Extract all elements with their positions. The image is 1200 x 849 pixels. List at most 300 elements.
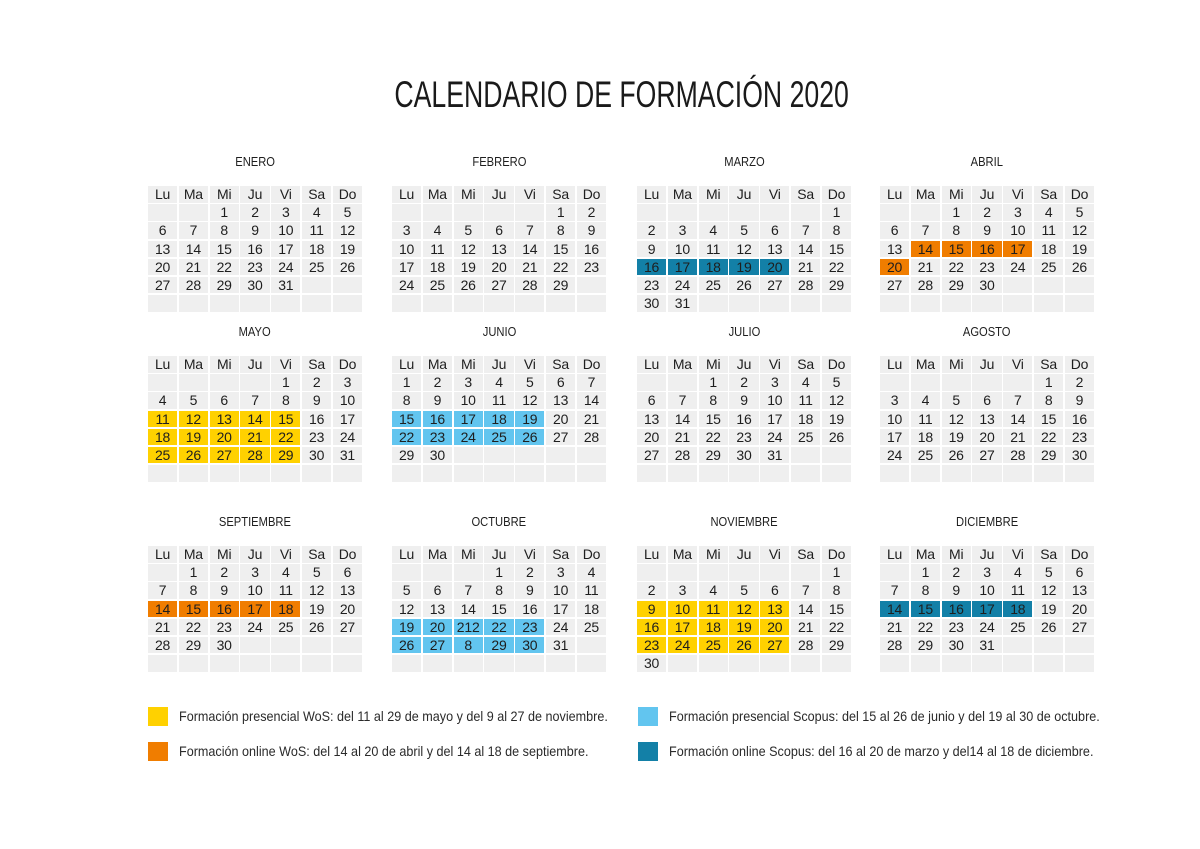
day-cell-highlighted: 14 (240, 411, 269, 428)
empty-cell (1034, 637, 1063, 654)
empty-cell (822, 295, 851, 312)
day-cell: 30 (210, 637, 239, 654)
empty-cell (210, 295, 239, 312)
day-cell: 9 (515, 582, 544, 599)
weekday-label: Lu (880, 356, 909, 373)
day-cell: 11 (1034, 222, 1063, 239)
weekday-label: Vi (760, 546, 789, 563)
day-cell-highlighted: 8 (454, 637, 483, 654)
day-cell: 12 (302, 582, 331, 599)
day-cell: 10 (392, 241, 421, 258)
empty-cell (392, 204, 421, 221)
day-cell-highlighted: 23 (515, 619, 544, 636)
empty-cell (911, 465, 940, 482)
empty-cell (484, 447, 513, 464)
empty-cell (942, 465, 971, 482)
empty-cell (1065, 465, 1094, 482)
day-cell-highlighted: 18 (1003, 601, 1032, 618)
weekday-label: Lu (148, 356, 177, 373)
day-cell: 29 (179, 637, 208, 654)
day-cell-highlighted: 15 (392, 411, 421, 428)
day-cell: 12 (822, 392, 851, 409)
day-cell: 24 (333, 429, 362, 446)
day-cell: 20 (333, 601, 362, 618)
month-mayo (148, 324, 362, 482)
day-cell: 11 (1003, 582, 1032, 599)
month-grid (880, 186, 1094, 312)
day-cell: 5 (729, 582, 758, 599)
empty-cell (484, 295, 513, 312)
day-cell: 3 (333, 374, 362, 391)
day-cell: 20 (1065, 601, 1094, 618)
day-cell-highlighted: 20 (210, 429, 239, 446)
day-cell: 29 (392, 447, 421, 464)
day-cell-highlighted: 13 (210, 411, 239, 428)
day-cell-highlighted: 15 (911, 601, 940, 618)
empty-cell (179, 374, 208, 391)
empty-cell (392, 655, 421, 672)
empty-cell (791, 564, 820, 581)
weekday-label: Vi (1003, 546, 1032, 563)
day-cell: 6 (972, 392, 1001, 409)
weekday-label: Vi (271, 186, 300, 203)
day-cell: 8 (822, 222, 851, 239)
day-cell: 7 (240, 392, 269, 409)
weekday-label: Lu (148, 546, 177, 563)
day-cell: 9 (302, 392, 331, 409)
day-cell: 5 (454, 222, 483, 239)
empty-cell (668, 564, 697, 581)
empty-cell (302, 277, 331, 294)
day-cell: 2 (1065, 374, 1094, 391)
day-cell-highlighted: 26 (392, 637, 421, 654)
weekday-label: Vi (1003, 356, 1032, 373)
weekday-label: Sa (791, 186, 820, 203)
day-cell-highlighted: 26 (729, 637, 758, 654)
day-cell: 7 (911, 222, 940, 239)
day-cell: 30 (729, 447, 758, 464)
day-cell: 16 (302, 411, 331, 428)
empty-cell (240, 655, 269, 672)
weekday-label: Sa (1034, 546, 1063, 563)
empty-cell (210, 374, 239, 391)
weekday-label: Vi (1003, 186, 1032, 203)
day-cell: 17 (392, 259, 421, 276)
empty-cell (911, 204, 940, 221)
day-cell: 7 (515, 222, 544, 239)
day-cell: 29 (210, 277, 239, 294)
empty-cell (699, 295, 728, 312)
weekday-label: Sa (791, 546, 820, 563)
empty-cell (577, 277, 606, 294)
day-cell: 10 (760, 392, 789, 409)
empty-cell (240, 295, 269, 312)
month-header (392, 324, 606, 340)
day-cell: 11 (302, 222, 331, 239)
empty-cell (271, 465, 300, 482)
day-cell: 23 (972, 259, 1001, 276)
weekday-label: Do (1065, 186, 1094, 203)
weekday-label: Sa (1034, 186, 1063, 203)
day-cell: 15 (210, 241, 239, 258)
weekday-label: Do (333, 546, 362, 563)
day-cell: 28 (791, 637, 820, 654)
day-cell: 31 (333, 447, 362, 464)
day-cell: 24 (271, 259, 300, 276)
empty-cell (911, 295, 940, 312)
day-cell: 10 (240, 582, 269, 599)
day-cell: 27 (148, 277, 177, 294)
day-cell: 11 (577, 582, 606, 599)
empty-cell (148, 204, 177, 221)
day-cell-highlighted: 25 (699, 637, 728, 654)
weekday-label: Lu (637, 356, 666, 373)
day-cell: 23 (942, 619, 971, 636)
empty-cell (423, 204, 452, 221)
day-cell: 18 (911, 429, 940, 446)
day-cell: 21 (515, 259, 544, 276)
month-grid (880, 546, 1094, 672)
empty-cell (760, 564, 789, 581)
day-cell-highlighted: 18 (271, 601, 300, 618)
empty-cell (822, 465, 851, 482)
day-cell: 21 (791, 619, 820, 636)
empty-cell (791, 204, 820, 221)
month-grid (637, 546, 851, 672)
day-cell: 31 (668, 295, 697, 312)
day-cell: 8 (942, 222, 971, 239)
day-cell: 3 (668, 582, 697, 599)
weekday-label: Ma (911, 186, 940, 203)
day-cell: 26 (1065, 259, 1094, 276)
weekday-label: Do (333, 356, 362, 373)
day-cell: 22 (210, 259, 239, 276)
month-grid (637, 186, 851, 312)
weekday-label: Ju (972, 356, 1001, 373)
month-grid (148, 186, 362, 312)
day-cell: 9 (942, 582, 971, 599)
empty-cell (179, 465, 208, 482)
day-cell: 1 (271, 374, 300, 391)
empty-cell (240, 374, 269, 391)
day-cell: 2 (972, 204, 1001, 221)
legend-item-presencial-scopus (638, 707, 1108, 726)
empty-cell (972, 374, 1001, 391)
day-cell: 13 (637, 411, 666, 428)
weekday-label: Sa (302, 356, 331, 373)
day-cell: 3 (972, 564, 1001, 581)
empty-cell (972, 655, 1001, 672)
empty-cell (1034, 295, 1063, 312)
empty-cell (577, 295, 606, 312)
day-cell: 20 (148, 259, 177, 276)
day-cell: 24 (760, 429, 789, 446)
day-cell: 12 (729, 241, 758, 258)
empty-cell (148, 655, 177, 672)
weekday-label: Do (822, 546, 851, 563)
month-grid (880, 356, 1094, 482)
day-cell: 26 (822, 429, 851, 446)
empty-cell (729, 295, 758, 312)
weekday-label: Ma (179, 546, 208, 563)
day-cell-highlighted: 17 (240, 601, 269, 618)
month-name: JULIO (728, 324, 760, 339)
day-cell: 6 (546, 374, 575, 391)
weekday-label: Mi (699, 356, 728, 373)
month-header (880, 514, 1094, 530)
month-name: NOVIEMBRE (710, 514, 778, 529)
weekday-label: Ju (240, 186, 269, 203)
day-cell-highlighted: 9 (637, 601, 666, 618)
empty-cell (699, 465, 728, 482)
weekday-label: Mi (210, 546, 239, 563)
weekday-label: Ma (911, 546, 940, 563)
legend-item-presencial-wos (148, 707, 618, 726)
weekday-label: Lu (880, 546, 909, 563)
day-cell: 5 (729, 222, 758, 239)
weekday-label: Ju (729, 546, 758, 563)
day-cell: 23 (637, 277, 666, 294)
day-cell: 19 (1065, 241, 1094, 258)
day-cell: 25 (791, 429, 820, 446)
day-cell: 28 (668, 447, 697, 464)
day-cell: 9 (637, 241, 666, 258)
day-cell: 21 (668, 429, 697, 446)
day-cell: 22 (699, 429, 728, 446)
day-cell: 29 (911, 637, 940, 654)
weekday-label: Do (577, 546, 606, 563)
day-cell-highlighted: 15 (942, 241, 971, 258)
day-cell: 6 (484, 222, 513, 239)
month-marzo (637, 154, 851, 312)
day-cell: 22 (546, 259, 575, 276)
day-cell: 8 (210, 222, 239, 239)
day-cell: 15 (822, 601, 851, 618)
legend-swatch-dark-blue (638, 742, 658, 761)
month-name: ENERO (235, 154, 275, 169)
day-cell: 25 (699, 277, 728, 294)
day-cell: 15 (699, 411, 728, 428)
day-cell-highlighted: 11 (699, 601, 728, 618)
day-cell: 1 (911, 564, 940, 581)
weekday-label: Vi (515, 356, 544, 373)
day-cell-highlighted: 22 (392, 429, 421, 446)
month-name: DICIEMBRE (955, 514, 1019, 529)
empty-cell (148, 564, 177, 581)
day-cell: 21 (179, 259, 208, 276)
month-header (148, 154, 362, 170)
day-cell: 10 (1003, 222, 1032, 239)
empty-cell (699, 564, 728, 581)
day-cell: 16 (729, 411, 758, 428)
day-cell: 18 (1034, 241, 1063, 258)
day-cell: 6 (637, 392, 666, 409)
day-cell: 31 (760, 447, 789, 464)
day-cell: 4 (791, 374, 820, 391)
day-cell: 13 (333, 582, 362, 599)
day-cell: 19 (1034, 601, 1063, 618)
day-cell-highlighted: 19 (729, 619, 758, 636)
day-cell: 21 (911, 259, 940, 276)
weekday-label: Vi (271, 356, 300, 373)
day-cell: 9 (1065, 392, 1094, 409)
empty-cell (760, 295, 789, 312)
day-cell: 3 (240, 564, 269, 581)
empty-cell (699, 655, 728, 672)
weekday-label: Mi (454, 186, 483, 203)
weekday-label: Ju (484, 356, 513, 373)
day-cell: 13 (484, 241, 513, 258)
day-cell: 29 (546, 277, 575, 294)
empty-cell (423, 655, 452, 672)
weekday-label: Mi (699, 546, 728, 563)
empty-cell (880, 374, 909, 391)
day-cell-highlighted: 28 (240, 447, 269, 464)
day-cell-highlighted: 16 (637, 259, 666, 276)
day-cell: 9 (577, 222, 606, 239)
day-cell: 8 (484, 582, 513, 599)
day-cell: 24 (546, 619, 575, 636)
day-cell: 7 (1003, 392, 1032, 409)
day-cell: 9 (210, 582, 239, 599)
legend-label: Formación online WoS: del 14 al 20 de abril y del 14 al 18 de septiembre. (179, 743, 589, 759)
day-cell-highlighted: 18 (699, 259, 728, 276)
empty-cell (791, 655, 820, 672)
day-cell: 27 (484, 277, 513, 294)
day-cell: 10 (454, 392, 483, 409)
empty-cell (240, 637, 269, 654)
day-cell: 22 (911, 619, 940, 636)
empty-cell (423, 564, 452, 581)
day-cell: 2 (637, 222, 666, 239)
weekday-label: Ma (423, 356, 452, 373)
weekday-label: Mi (210, 356, 239, 373)
day-cell: 25 (423, 277, 452, 294)
day-cell: 13 (423, 601, 452, 618)
empty-cell (302, 465, 331, 482)
day-cell: 26 (454, 277, 483, 294)
empty-cell (484, 655, 513, 672)
legend-label: Formación online Scopus: del 16 al 20 de marzo y del14 al 18 de diciembre. (669, 743, 1094, 759)
weekday-label: Ma (668, 546, 697, 563)
day-cell-highlighted: 18 (484, 411, 513, 428)
legend-swatch-light-blue (638, 707, 658, 726)
day-cell: 11 (484, 392, 513, 409)
day-cell: 17 (546, 601, 575, 618)
month-name: FEBRERO (471, 154, 527, 169)
empty-cell (942, 374, 971, 391)
month-agosto (880, 324, 1094, 482)
empty-cell (699, 204, 728, 221)
day-cell: 4 (484, 374, 513, 391)
day-cell-highlighted: 22 (271, 429, 300, 446)
empty-cell (515, 465, 544, 482)
day-cell: 19 (302, 601, 331, 618)
empty-cell (668, 655, 697, 672)
day-cell-highlighted: 29 (271, 447, 300, 464)
day-cell: 2 (729, 374, 758, 391)
day-cell-highlighted: 27 (423, 637, 452, 654)
day-cell: 13 (546, 392, 575, 409)
empty-cell (577, 637, 606, 654)
day-cell-highlighted: 23 (423, 429, 452, 446)
empty-cell (515, 295, 544, 312)
weekday-label: Ma (911, 356, 940, 373)
day-cell-highlighted: 18 (148, 429, 177, 446)
day-cell: 2 (240, 204, 269, 221)
day-cell-highlighted: 17 (972, 601, 1001, 618)
empty-cell (1003, 277, 1032, 294)
day-cell: 15 (1034, 411, 1063, 428)
day-cell: 30 (942, 637, 971, 654)
day-cell-highlighted: 10 (668, 601, 697, 618)
day-cell: 23 (729, 429, 758, 446)
day-cell: 6 (1065, 564, 1094, 581)
day-cell: 12 (1065, 222, 1094, 239)
day-cell: 29 (699, 447, 728, 464)
day-cell: 9 (240, 222, 269, 239)
day-cell: 21 (577, 411, 606, 428)
weekday-label: Ju (484, 546, 513, 563)
month-name: SEPTIEMBRE (218, 514, 292, 529)
weekday-label: Do (1065, 356, 1094, 373)
day-cell: 3 (880, 392, 909, 409)
day-cell: 13 (760, 241, 789, 258)
weekday-label: Vi (515, 546, 544, 563)
day-cell: 1 (392, 374, 421, 391)
empty-cell (1034, 655, 1063, 672)
month-junio (392, 324, 606, 482)
day-cell: 30 (972, 277, 1001, 294)
day-cell: 13 (972, 411, 1001, 428)
day-cell: 26 (302, 619, 331, 636)
day-cell: 6 (880, 222, 909, 239)
day-cell: 8 (546, 222, 575, 239)
weekday-label: Mi (699, 186, 728, 203)
empty-cell (1003, 374, 1032, 391)
day-cell-highlighted: 19 (392, 619, 421, 636)
empty-cell (637, 204, 666, 221)
day-cell: 3 (271, 204, 300, 221)
day-cell: 2 (423, 374, 452, 391)
day-cell: 9 (729, 392, 758, 409)
weekday-label: Ju (972, 186, 1001, 203)
day-cell-highlighted: 20 (880, 259, 909, 276)
day-cell-highlighted: 20 (423, 619, 452, 636)
day-cell: 24 (392, 277, 421, 294)
day-cell: 20 (546, 411, 575, 428)
day-cell: 12 (392, 601, 421, 618)
day-cell: 14 (1003, 411, 1032, 428)
month-header (148, 514, 362, 530)
weekday-label: Lu (637, 186, 666, 203)
month-grid (392, 186, 606, 312)
empty-cell (911, 374, 940, 391)
day-cell: 20 (484, 259, 513, 276)
empty-cell (454, 655, 483, 672)
day-cell-highlighted: 19 (515, 411, 544, 428)
day-cell: 17 (333, 411, 362, 428)
empty-cell (423, 465, 452, 482)
empty-cell (791, 295, 820, 312)
day-cell: 2 (577, 204, 606, 221)
month-name: MAYO (238, 324, 272, 339)
empty-cell (577, 655, 606, 672)
day-cell: 5 (179, 392, 208, 409)
month-header (880, 154, 1094, 170)
month-name: MARZO (723, 154, 765, 169)
legend-swatch-yellow (148, 707, 168, 726)
